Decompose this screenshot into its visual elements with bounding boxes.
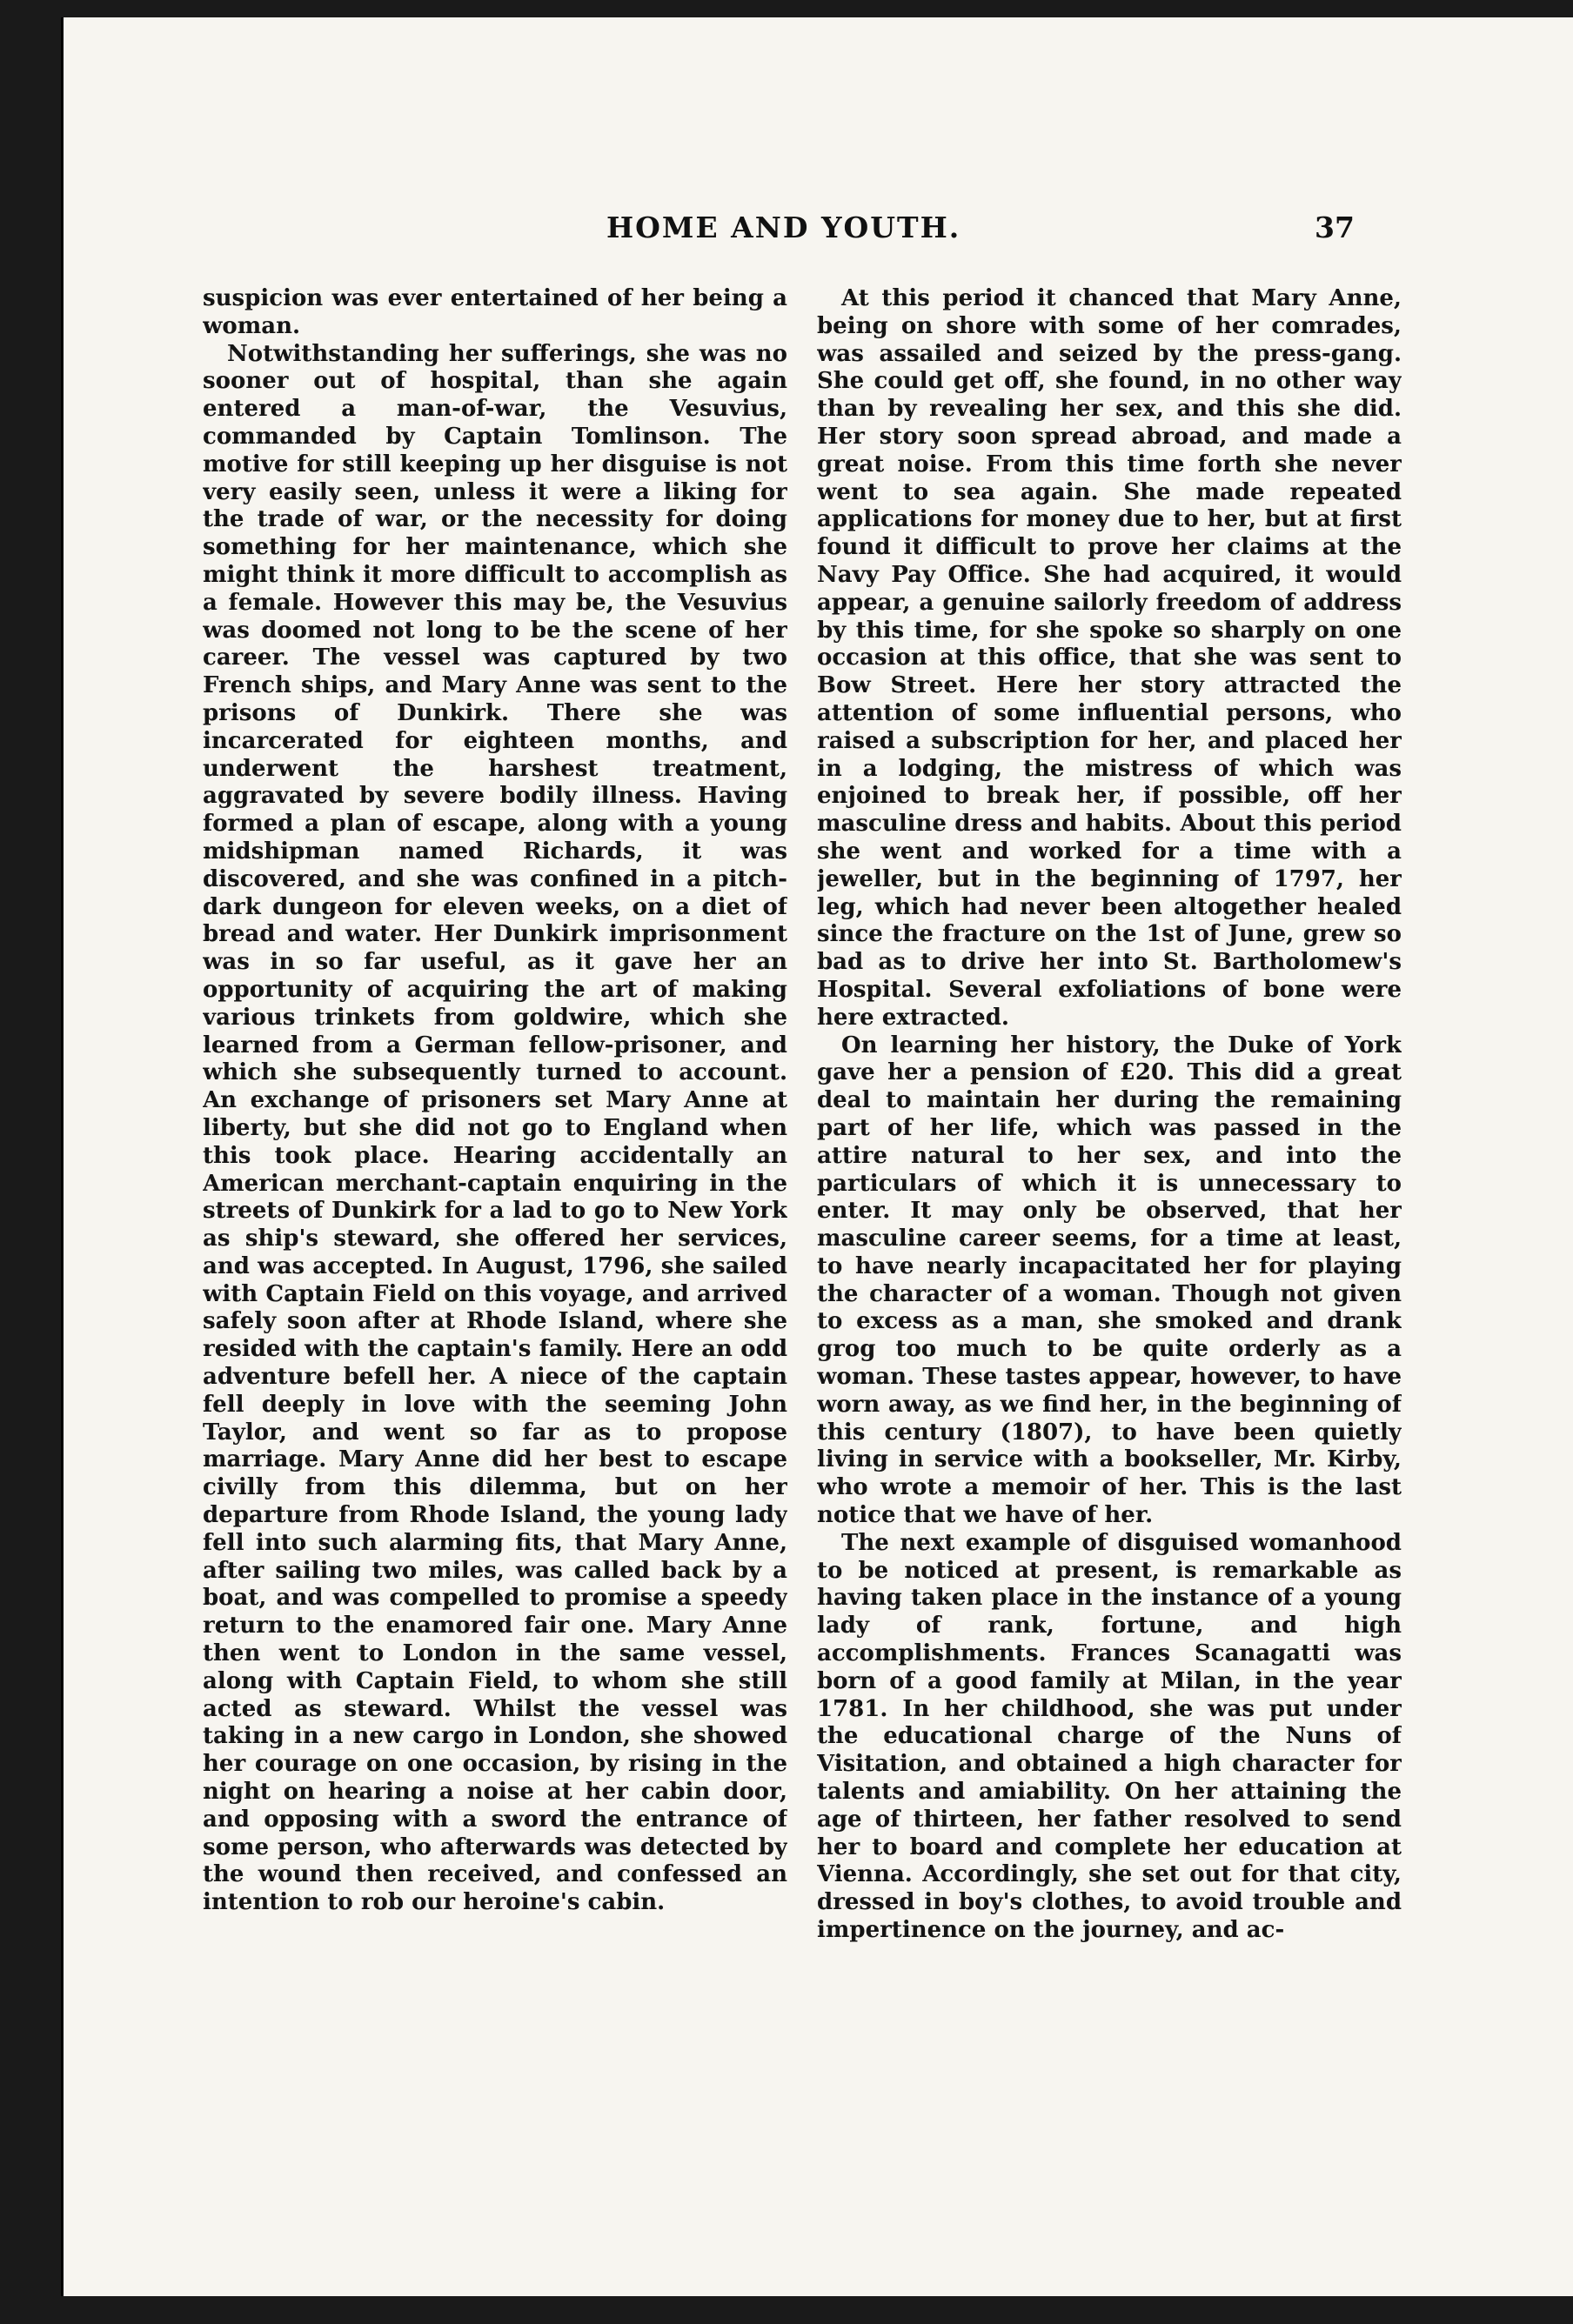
paragraph: The next example of disguised womanhood to be noticed at present, is remarkable as having taken place in the instance of a young lady of rank, fortune, and high accomplishments. Frances Scanagatti was born of a good family at Milan, in the year 1781. In her childhood, she was put under the educational charge of the Nuns of Visitation, and obtained a high character for talents and amiability. On her attaining the age of thirteen, her father resolved to send her to board and complete her education at Vienna. Accordingly, she set out for that city, dressed in boy's clothes, to avoid trouble and impertinence on the journey, and ac- — [817, 1529, 1402, 1944]
running-head — [64, 210, 1573, 263]
magazine-page — [61, 17, 1573, 2296]
right-column — [817, 285, 1402, 2181]
running-title: HOME AND YOUTH. — [606, 210, 961, 244]
paragraph: Notwithstanding her sufferings, she was no sooner out of hospital, than she again entered a man-of-war, the Vesuvius, commanded by Captain Tomlinson. The motive for still keeping up her disguise is not very easily seen, unless it were a liking for the trade of war, or the necessity for doing something for her maintenance, which she might think it more difficult to accomplish as a female. However this may be, the Vesuvius was doomed not long to be the scene of her career. The vessel was captured by two French ships, and Mary Anne was sent to the prisons of Dunkirk. There she was incarcerated for eighteen months, and underwent the harshest treatment, aggravated by severe bodily illness. Having formed a plan of escape, along with a young midshipman named Richards, it was discovered, and she was confined in a pitch-dark dungeon for eleven weeks, on a diet of bread and water. Her Dunkirk imprisonment was in so far useful, as it gave her an opportunity of acquiring the art of making various trinkets from goldwire, which she learned from a German fellow-prisoner, and which she subsequently turned to account. An exchange of prisoners set Mary Anne at liberty, but she did not go to England when this took place. Hearing accidentally an American merchant-captain enquiring in the streets of Dunkirk for a lad to go to New York as ship's steward, she offered her services, and was accepted. In August, 1796, she sailed with Captain Field on this voyage, and arrived safely soon after at Rhode Island, where she resided with the captain's family. Here an odd adventure befell her. A niece of the captain fell deeply in love with the seeming John Taylor, and went so far as to propose marriage. Mary Anne did her best to escape civilly from this dilemma, but on her departure from Rhode Island, the young lady fell into such alarming fits, that Mary Anne, after sailing two miles, was called back by a boat, and was compelled to promise a speedy return to the enamored fair one. Mary Anne then went to London in the same vessel, along with Captain Field, to whom she still acted as steward. Whilst the vessel was taking in a new cargo in London, she showed her courage on one occasion, by rising in the night on hearing a noise at her cabin door, and opposing with a sword the entrance of some person, who afterwards was detected by the wound then received, and confessed an intention to rob our heroine's cabin. — [203, 340, 787, 1916]
left-column — [203, 285, 787, 2181]
paragraph: At this period it chanced that Mary Anne, being on shore with some of her comrades, was assailed and seized by the press-gang. She could get off, she found, in no other way than by revealing her sex, and this she did. Her story soon spread abroad, and made a great noise. From this time forth she never went to sea again. She made repeated applications for money due to her, but at first found it difficult to prove her claims at the Navy Pay Office. She had acquired, it would appear, a genuine sailorly freedom of address by this time, for she spoke so sharply on one occasion at this office, that she was sent to Bow Street. Here her story attracted the attention of some influential persons, who raised a subscription for her, and placed her in a lodging, the mistress of which was enjoined to break her, if possible, off her masculine dress and habits. About this period she went and worked for a time with a jeweller, but in the beginning of 1797, her leg, which had never been altogether healed since the fracture on the 1st of June, grew so bad as to drive her into St. Bartholomew's Hospital. Several exfoliations of bone were here extracted. — [817, 285, 1402, 1031]
paragraph: suspicion was ever entertained of her being a woman. — [203, 285, 787, 339]
paragraph: On learning her history, the Duke of York gave her a pension of £20. This did a great deal to maintain her during the remaining part of her life, which was passed in the attire natural to her sex, and into the particulars of which it is unnecessary to enter. It may only be observed, that her masculine career seems, for a time at least, to have nearly incapacitated her for playing the character of a woman. Though not given to excess as a man, she smoked and drank grog too much to be quite orderly as a woman. These tastes appear, however, to have worn away, as we find her, in the beginning of this century (1807), to have been quietly living in service with a bookseller, Mr. Kirby, who wrote a memoir of her. This is the last notice that we have of her. — [817, 1032, 1402, 1529]
page-number: 37 — [1315, 210, 1355, 244]
